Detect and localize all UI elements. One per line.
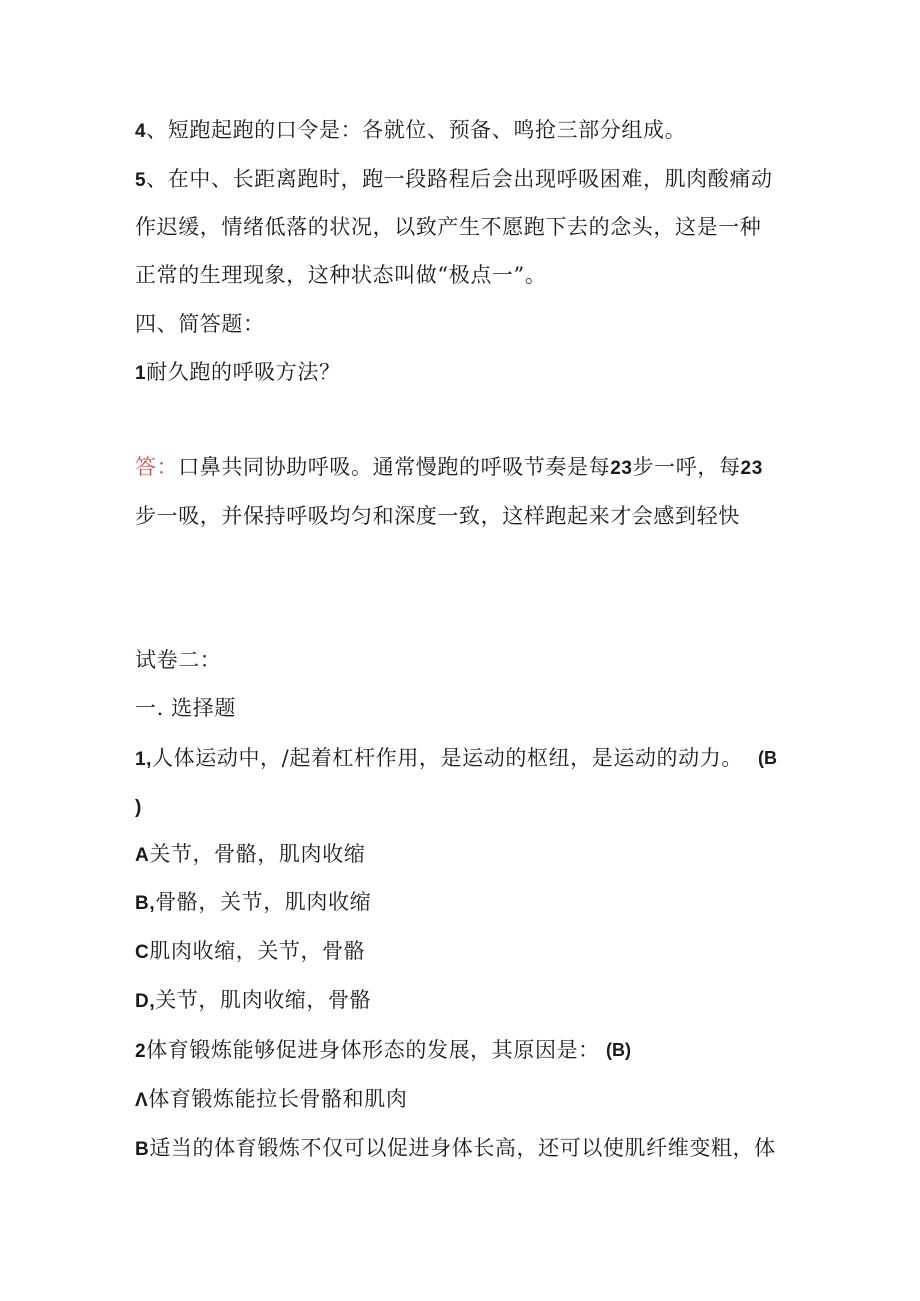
option-text: 骨骼，关节，肌肉收缩 <box>155 890 372 914</box>
exam-two-heading <box>135 646 221 674</box>
multiple-choice-heading <box>135 694 236 722</box>
option-c <box>135 937 365 967</box>
item-number: 5 <box>135 170 147 191</box>
answer-number-a: 23 <box>610 458 633 479</box>
item-text: 、短跑起跑的口令是：各就位、预备、鸣抢三部分组成。 <box>146 118 687 142</box>
option-text: 关节，骨骼，肌肉收缩 <box>149 842 366 866</box>
section-heading-short-answer <box>135 310 265 338</box>
question-text: 人体运动中，/起着杠杆作用，是运动的枢纽，是运动的动力。 <box>152 746 743 770</box>
option-letter: C <box>135 942 150 963</box>
answer-text-a: 口鼻共同协助呼吸。通常慢跑的呼吸节奏是每 <box>178 455 611 479</box>
option-b <box>135 888 371 918</box>
option-a <box>135 840 365 870</box>
item-text: 、在中、长距离跑时，跑一段路程后会出现呼吸困难，肌肉酸痛动 <box>146 167 773 191</box>
answer-badge-q2: (B) <box>606 1040 631 1060</box>
option-letter: B, <box>135 893 156 914</box>
answer-text-b: 步一呼，每 <box>632 455 741 479</box>
option-d <box>135 986 371 1016</box>
item-4-start-command <box>135 116 686 146</box>
item-text: 作迟缓，情绪低落的状况，以致产生不愿跑下去的念头，这是一种 <box>135 215 762 239</box>
mc-question-1 <box>135 744 743 774</box>
q2-option-b <box>135 1134 776 1164</box>
question-number: 1 <box>135 363 147 384</box>
exam-title: 试卷二： <box>135 648 222 672</box>
question-1-breathing <box>135 358 341 388</box>
item-5-line-3 <box>135 261 546 289</box>
question-text: 体育锻炼能够促进身体形态的发展，其原因是： <box>146 1038 600 1062</box>
answer-line-1 <box>135 453 763 483</box>
option-text: 体育锻炼能拉长骨骼和肌肉 <box>148 1087 408 1111</box>
option-letter: D, <box>135 991 156 1012</box>
item-text: 正常的生理现象，这种状态叫做“极点一”。 <box>135 263 547 287</box>
section-title: 四、简答题： <box>135 312 265 336</box>
answer-number-b: 23 <box>740 458 763 479</box>
option-text: 适当的体育锻炼不仅可以促进身体长高，还可以使肌纤维变粗，体 <box>149 1136 776 1160</box>
answer-label: 答： <box>135 455 179 479</box>
mc-question-2 <box>135 1036 600 1066</box>
closing-paren: ) <box>135 797 142 818</box>
q2-option-a <box>135 1085 407 1115</box>
option-text: 关节，肌肉收缩，骨骼 <box>155 988 372 1012</box>
option-letter: B <box>135 1139 150 1160</box>
question-number: 2 <box>135 1041 147 1062</box>
answer-text: 步一吸，并保持呼吸均匀和深度一致，这样跑起来才会感到轻快 <box>135 504 740 528</box>
option-letter: A <box>135 845 150 866</box>
question-number: 1, <box>135 749 153 770</box>
item-number: 4 <box>135 121 147 142</box>
item-5-line-1 <box>135 165 773 195</box>
option-letter: Λ <box>135 1090 149 1111</box>
mc-question-1-close <box>135 792 142 822</box>
section-title: 一. 选择题 <box>135 696 236 720</box>
question-text: 耐久跑的呼吸方法？ <box>146 360 341 384</box>
option-text: 肌肉收缩，关节，骨骼 <box>149 939 366 963</box>
answer-line-2 <box>135 502 740 530</box>
item-5-line-2 <box>135 213 761 241</box>
answer-badge-q1: (B <box>758 748 777 768</box>
